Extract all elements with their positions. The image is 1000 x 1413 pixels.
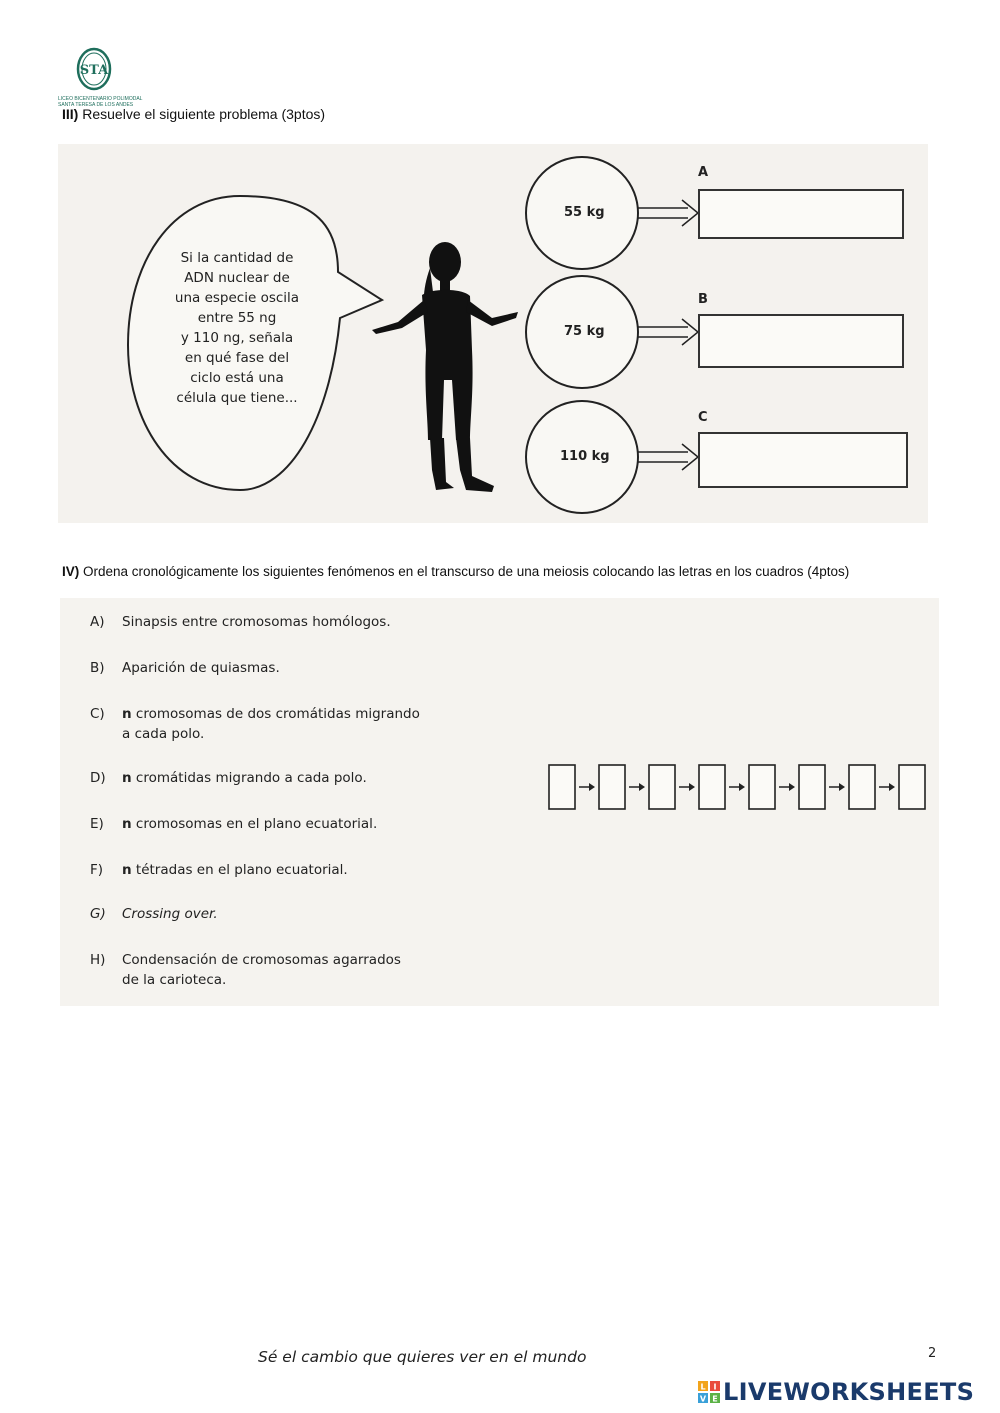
answer-sequence: [548, 764, 928, 810]
arrow-right-icon: [789, 783, 795, 791]
section-4-number: IV): [62, 564, 80, 579]
mass-label-a: 55 kg: [564, 205, 605, 220]
mass-label-b: 75 kg: [564, 324, 605, 339]
answer-slot-4[interactable]: [699, 765, 725, 809]
event-item-f: F) n tétradas en el plano ecuatorial.: [90, 862, 348, 878]
person-silhouette-icon: [372, 242, 518, 492]
answer-slot-7[interactable]: [849, 765, 875, 809]
footer-motto: Sé el cambio que quieres ver en el mundo: [258, 1348, 587, 1366]
speech-line: en qué fase del: [184, 350, 290, 366]
svg-text:V: V: [699, 1394, 707, 1403]
speech-line: ciclo está una: [190, 370, 284, 386]
speech-line: célula que tiene...: [176, 390, 298, 406]
answer-slot-8[interactable]: [899, 765, 925, 809]
answer-slot-6[interactable]: [799, 765, 825, 809]
answer-box-a[interactable]: [698, 189, 904, 239]
logo-caption-2: SANTA TERESA DE LOS ANDES: [58, 102, 134, 108]
speech-line: entre 55 ng: [197, 310, 277, 326]
arrow-a: [638, 200, 698, 226]
section-3-title: Resuelve el siguiente problema (3ptos): [82, 106, 326, 122]
arrow-right-icon: [689, 783, 695, 791]
event-item-a: A) Sinapsis entre cromosomas homólogos.: [90, 614, 391, 630]
speech-line: Si la cantidad de: [180, 250, 294, 266]
answer-slot-5[interactable]: [749, 765, 775, 809]
event-item-e: E) n cromosomas en el plano ecuatorial.: [90, 816, 378, 832]
arrow-right-icon: [839, 783, 845, 791]
answer-letter-c: C: [698, 410, 708, 425]
arrow-right-icon: [589, 783, 595, 791]
arrow-c: [638, 444, 698, 470]
logo-monogram: STA: [79, 63, 109, 78]
brand-name: LIVEWORKSHEETS: [723, 1378, 975, 1406]
svg-text:L: L: [700, 1382, 706, 1392]
speech-line: y 110 ng, señala: [180, 330, 294, 346]
liveworksheets-logo-icon: [698, 1381, 720, 1403]
page-number: 2: [928, 1346, 937, 1361]
answer-letter-b: B: [698, 292, 708, 307]
answer-box-c[interactable]: [698, 432, 908, 488]
event-item-g: G) Crossing over.: [90, 906, 218, 922]
answer-slot-chain: [548, 764, 928, 810]
event-item-d: D) n cromátidas migrando a cada polo.: [90, 770, 367, 786]
svg-text:I: I: [713, 1382, 717, 1392]
event-item-h: H) Condensación de cromosomas agarrados de la carioteca.: [90, 952, 401, 988]
arrow-right-icon: [739, 783, 745, 791]
liveworksheets-brand: [698, 1378, 974, 1406]
answer-letter-a: A: [698, 165, 709, 180]
arrow-right-icon: [889, 783, 895, 791]
speech-line: ADN nuclear de: [184, 270, 290, 286]
mass-label-c: 110 kg: [560, 449, 610, 464]
arrow-right-icon: [639, 783, 645, 791]
speech-line: una especie oscila: [174, 290, 300, 306]
answer-slot-2[interactable]: [599, 765, 625, 809]
event-item-b: B) Aparición de quiasmas.: [90, 660, 280, 676]
logo-caption-1: LICEO BICENTENARIO POLIMODAL: [58, 96, 143, 102]
answer-box-b[interactable]: [698, 314, 904, 368]
section-4-heading: [62, 564, 849, 579]
section-4-title: Ordena cronológicamente los siguientes fenómenos en el transcurso de una meiosis colocando las letras en los cuadros (4ptos): [83, 564, 850, 579]
event-item-c: C) n cromosomas de dos cromátidas migrando a cada polo.: [90, 706, 420, 742]
speech-bubble-text: [162, 248, 312, 408]
section-3-number: III): [62, 106, 79, 122]
answer-slot-3[interactable]: [649, 765, 675, 809]
answer-slot-1[interactable]: [549, 765, 575, 809]
arrow-b: [638, 319, 698, 345]
svg-text:E: E: [712, 1394, 718, 1403]
